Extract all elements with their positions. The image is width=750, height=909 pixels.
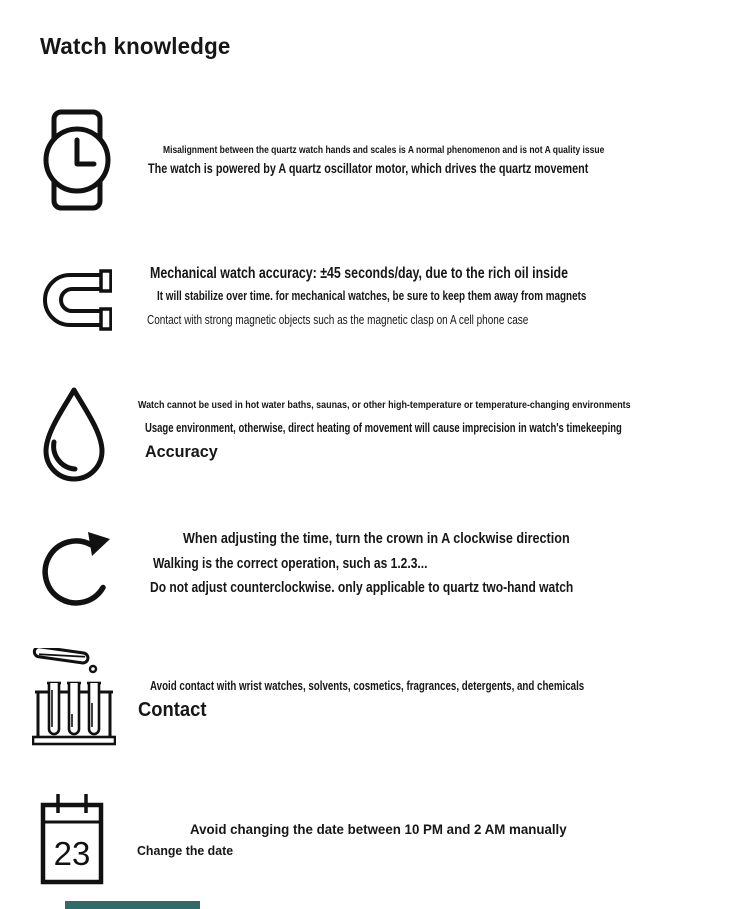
walking-operation-note: Walking is the correct operation, such as 1.2.3... [153, 556, 428, 572]
magnet-warning-note: It will stabilize over time. for mechanical watches, be sure to keep them away from magnets [157, 288, 587, 303]
chemicals-warning-note: Avoid contact with wrist watches, solvents, cosmetics, fragrances, detergents, and chemicals [150, 679, 585, 693]
water-drop-icon [38, 384, 110, 484]
clockwise-arrow-icon [38, 526, 112, 612]
magnetic-objects-note: Contact with strong magnetic objects such as the magnetic clasp on A cell phone case [147, 313, 529, 327]
bottom-accent-bar [65, 901, 200, 909]
accuracy-heading: Accuracy [145, 442, 218, 461]
page-title: Watch knowledge [40, 33, 231, 59]
calendar-icon [40, 791, 104, 885]
contact-heading: Contact [138, 699, 207, 721]
counterclockwise-warning-note: Do not adjust counterclockwise. only applicable to quartz two-hand watch [150, 580, 574, 596]
wristwatch-icon [38, 108, 116, 212]
usage-environment-note: Usage environment, otherwise, direct heating of movement will cause imprecision in watch's timekeeping [145, 421, 622, 435]
magnet-icon [36, 266, 112, 336]
test-tubes-icon [32, 648, 116, 746]
crown-clockwise-heading: When adjusting the time, turn the crown in A clockwise direction [183, 531, 570, 547]
mechanical-accuracy-heading: Mechanical watch accuracy: ±45 seconds/day, due to the rich oil inside [150, 265, 568, 282]
date-change-warning-note: Avoid changing the date between 10 PM and 2 AM manually [190, 821, 567, 837]
hot-water-note: Watch cannot be used in hot water baths, saunas, or other high-temperature or temperature-changing environments [138, 399, 631, 411]
quartz-movement-note: The watch is powered by A quartz oscillator motor, which drives the quartz movement [148, 161, 589, 176]
quartz-misalignment-note: Misalignment between the quartz watch hands and scales is A normal phenomenon and is not A quality issue [163, 145, 605, 156]
change-date-heading: Change the date [137, 843, 234, 858]
calendar-day-number: 23 [53, 835, 91, 872]
